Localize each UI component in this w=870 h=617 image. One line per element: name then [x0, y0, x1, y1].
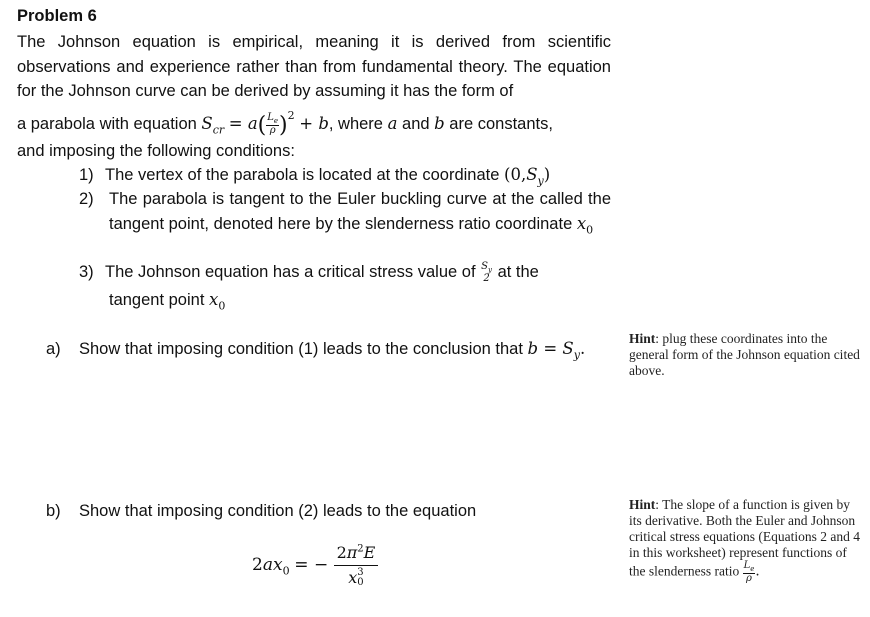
condition-2: 2) The parabola is tangent to the Euler buckling curve at the called the tangent point, denoted here by the slenderness ratio coordinate $x_0$	[79, 187, 611, 242]
and-word: and	[402, 115, 430, 133]
hint-b-label: Hint	[629, 497, 656, 512]
intro-where-text: , where	[328, 115, 383, 133]
condition-1: 1) The vertex of the parabola is located at the coordinate $(0,S_y)$	[79, 165, 551, 188]
condition-3: 3) The Johnson equation has a critical stress value of $S_y$ 2 at the tangent point $x_0$	[79, 260, 539, 312]
constants-text: are constants,	[449, 115, 553, 133]
condition-2-text: The parabola is tangent to the Euler buckling curve at the called the tangent point, denoted here by the slenderness ratio coordinate	[109, 190, 611, 233]
condition-1-number: 1)	[79, 166, 94, 184]
hint-a-label: Hint	[629, 331, 656, 346]
intro-conditions-line: and imposing the following conditions:	[17, 142, 295, 160]
condition-3-post-text: tangent point	[109, 290, 205, 309]
part-b-text: Show that imposing condition (2) leads to the equation	[79, 502, 477, 520]
derivative-equation: $2ax_0$ = − $2\pi^2E$ x 3 0	[252, 543, 378, 588]
condition-3-number: 3)	[79, 263, 94, 281]
condition-1-text: The vertex of the parabola is located at the coordinate	[105, 166, 500, 184]
problem-intro	[17, 30, 611, 104]
intro-parabola-text: a parabola with equation	[17, 115, 197, 133]
part-a-label: a)	[46, 340, 61, 358]
hint-a-text: : plug these coordinates into the general form of the Johnson equation cited above.	[629, 331, 860, 378]
hint-a	[629, 331, 861, 379]
hint-b: Hint: The slope of a function is given by its derivative. Both the Euler and Johnson critical stress equations (Equations 2 and 4 in this worksheet) represent functions of the slenderness ratio $\frac{L_e}{\rho}$ .	[629, 497, 860, 584]
part-a: a) Show that imposing condition (1) leads to the conclusion that $b = S_y$.	[46, 339, 586, 362]
parabola-line: a parabola with equation $S_{cr} = a$( $\frac{L_e}{\rho}$ )$^2$ + b, where a and b are constants,	[17, 109, 553, 138]
condition-3-text: The Johnson equation has a critical stress value of	[105, 263, 476, 281]
condition-3-mid-text: at the	[497, 263, 539, 281]
parabola-equation: $S_{cr} = a$( $\frac{L_e}{\rho}$ )$^2$ + b	[201, 109, 329, 138]
hint-b-text: : The slope of a function is given by its derivative. Both the Euler and Johnson critical stress equations (Equations 2 and 4 in this worksheet) represent functions of the slenderness ratio	[629, 497, 860, 579]
part-b-label: b)	[46, 502, 61, 520]
part-b	[46, 499, 476, 524]
problem-title: Problem 6	[17, 7, 97, 25]
part-a-text: Show that imposing condition (1) leads to the conclusion that	[79, 340, 523, 358]
intro-text: The Johnson equation is empirical, meaning it is derived from scientific observations and experience rather than from fundamental theory. The equation for the Johnson curve can be derived by assuming it has the form of	[17, 33, 611, 100]
condition-2-number: 2)	[79, 190, 94, 208]
